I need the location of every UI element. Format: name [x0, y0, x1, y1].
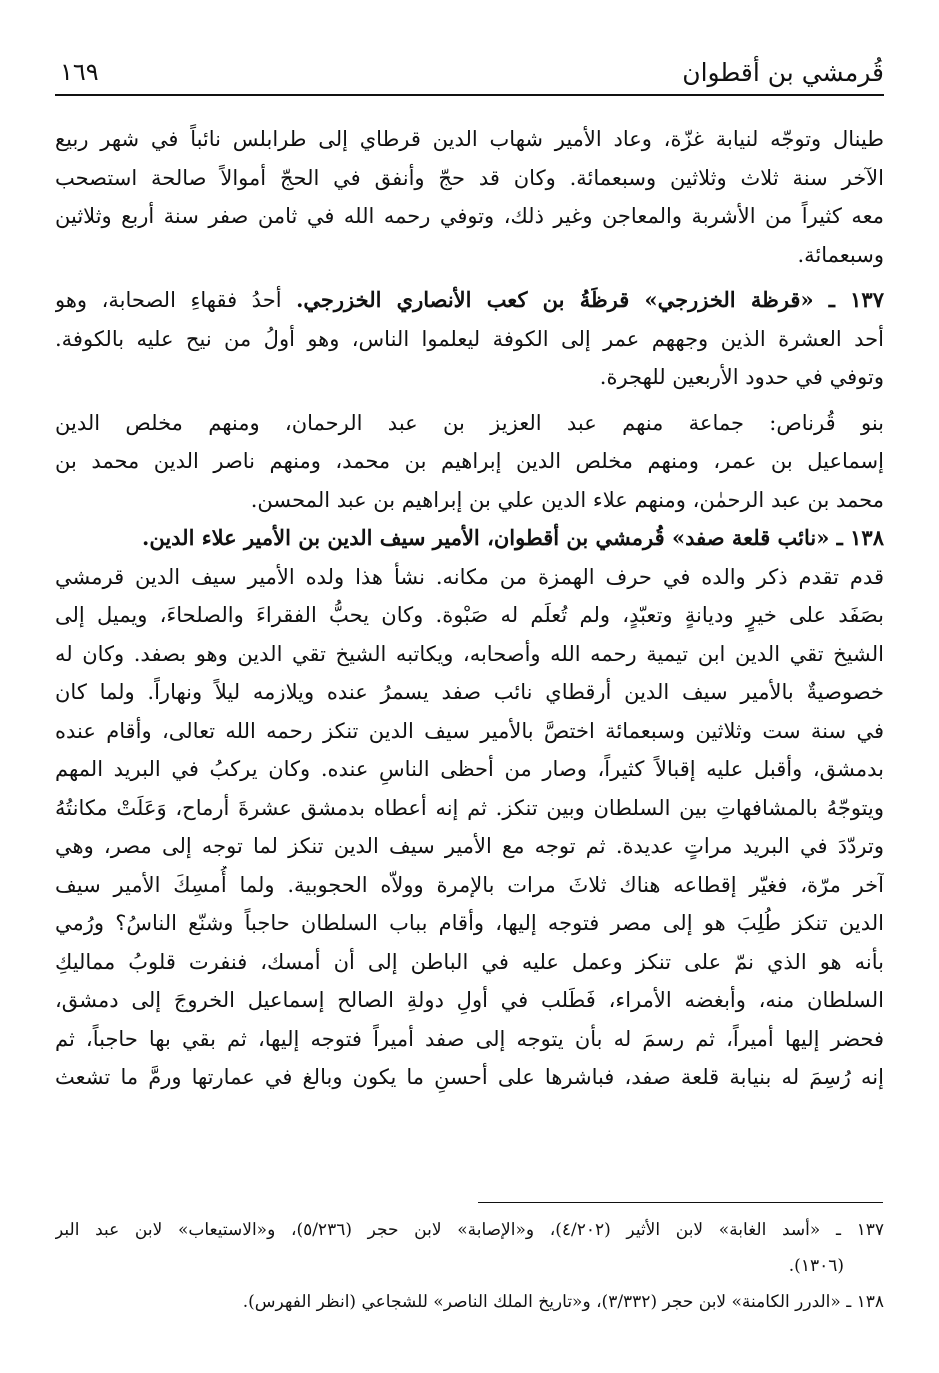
text-line: وتردّدَ في البريد مراتٍ عديدة. ثم توجه مع الأمير سيف الدين تنكز لما توجه إلى مصر، وهي: [55, 834, 884, 858]
text-line: خصوصيةٌ بالأمير سيف الدين أرقطاي نائب صفد يسمرُ عنده ويلازمه ليلاً ونهاراً. ولما كان: [55, 680, 884, 704]
entry-138: [55, 519, 884, 1097]
page-number: ١٦٩: [60, 58, 99, 86]
running-title: قُرمشي بن أقطوان: [682, 58, 884, 87]
entry-heading: ١٣٧ ـ «قرظة الخزرجي» قرظَةُ بن كعب الأنصاري الخزرجي.: [296, 287, 884, 312]
page-header: [55, 52, 884, 96]
text-line: بدمشق، وأقبل عليه إقبالاً كثيراً، وصار من أحظى الناسِ عنده. وكان يركبُ في البريد المهم: [55, 757, 884, 781]
text-line: السلطان منه، وأبغضه الأمراء، فَطَلب في أولِ دولةِ الصالح إسماعيل الخروجَ إلى دمشق،: [55, 988, 884, 1012]
text-line: بأنه هو الذي نمّ على تنكز وعمل عليه في الباطن إلى أن أمسك، فنفرت قلوبُ مماليكِ: [55, 949, 884, 974]
text-line: محمد بن عبد الرحمٰن، ومنهم علاء الدين علي بن إبراهيم بن عبد المحسن.: [250, 487, 884, 512]
text-line: قدم تقدم ذكر والده في حرف الهمزة من مكانه. نشأ هذا ولده الأمير سيف الدين قرمشي: [55, 564, 884, 589]
footnote-138: ١٣٨ ـ «الدرر الكامنة» لابن حجر (٣/٣٣٢)، و«تاريخ الملك الناصر» للشجاعي (انظر الفهرس).: [242, 1292, 884, 1312]
text-line: أحد العشرة الذين وجههم عمر إلى الكوفة ليعلموا الناس، وهو أولُ من نيح عليه بالكوفة.: [55, 326, 884, 351]
entry-137: [55, 281, 884, 397]
text-line: بصَفَد على خيرٍ وديانةٍ وتعبّدٍ، ولم تُعلَم له صَبْوة. وكان يحبُّ الفقراءَ والصلحاءَ، ويميل إلى: [55, 603, 884, 627]
banu-qurnas-paragraph: [55, 404, 884, 520]
text-line: طينال وتوجّه لنيابة غزّة، وعاد الأمير شهاب الدين قرطاي إلى طرابلس نائباً في شهر ربيع: [55, 127, 884, 151]
text-line: في سنة ست وثلاثين وسبعمائة اختصَّ بالأمير سيف الدين تنكز رحمه الله تعالى، وأقام عنده: [55, 718, 884, 743]
text-line: آخر مرّة، فغيّر إقطاعه هناك ثلاثَ مرات بالإمرة وولاّه الحجوبية. ولما أُمسِكَ الأمير سيف: [55, 872, 884, 897]
footnote-137-continuation: (١٣٠٦).: [788, 1256, 844, 1276]
entry-heading-rest: أحدُ فقهاءِ الصحابة، وهو: [55, 288, 282, 312]
footnotes: [55, 1212, 884, 1320]
text-line: الشيخ تقي الدين ابن تيمية رحمه الله وأصحابه، ويكاتبه الشيخ تقي الدين وهو بصفد. وكان له: [55, 641, 884, 666]
entry-heading-line: [55, 281, 884, 320]
text-line: ويتوجّهُ بالمشافهاتِ بين السلطان وبين تنكز. ثم إنه أعطاه بدمشق عشرةَ أرماح، وَعَلَتْ مكانتُهُ: [55, 795, 884, 820]
footnote-137: ١٣٧ ـ «أسد الغابة» لابن الأثير (٤/٢٠٢)، و«الإصابة» لابن حجر (٥/٢٣٦)، و«الاستيعاب» لابن عبد البر: [55, 1220, 884, 1240]
entry-heading: ١٣٨ ـ «نائب قلعة صفد» قُرمشي بن أقطوان، الأمير سيف الدين بن الأمير علاء الدين.: [142, 525, 884, 550]
text-line: وتوفي في حدود الأربعين للهجرة.: [599, 365, 884, 389]
text-line: الآخر سنة ثلاث وثلاثين وسبعمائة. وكان قد حجّ وأنفق في الحجّ أموالاً صالحة استصحب: [55, 165, 884, 190]
text-line: إنه رُسِمَ له بنيابة قلعة صفد، فباشرها على أحسنِ ما يكون وبالغ في عمارتها ورمَّ ما تشعث: [55, 1065, 884, 1089]
text-line: إسماعيل بن عمر، ومنهم مخلص الدين إبراهيم بن محمد، ومنهم ناصر الدين محمد بن: [55, 449, 884, 473]
main-text: [55, 120, 884, 1097]
text-line: الدين تنكز طُلِبَ هو إلى مصر فتوجه إليها، وأقام بباب السلطان حاجباً وشنّع الناسُ؟ ورُمي: [55, 911, 884, 935]
text-line: وسبعمائة.: [797, 242, 884, 267]
text-line: فحضر إليها أميراً، ثم رسمَ له بأن يتوجه إلى صفد أميراً فتوجه إليها، ثم بقي بها حاجباً، ثم: [55, 1026, 884, 1051]
paragraph-continuation: [55, 120, 884, 274]
text-line: بنو قُرناص: جماعة منهم عبد العزيز بن عبد الرحمان، ومنهم مخلص الدين: [55, 410, 884, 435]
footnote-divider: [478, 1202, 883, 1203]
text-line: معه كثيراً من الأشربة والمعاجن وغير ذلك، وتوفي رحمه الله في ثامن صفر سنة أربع وثلاثين: [55, 204, 884, 228]
